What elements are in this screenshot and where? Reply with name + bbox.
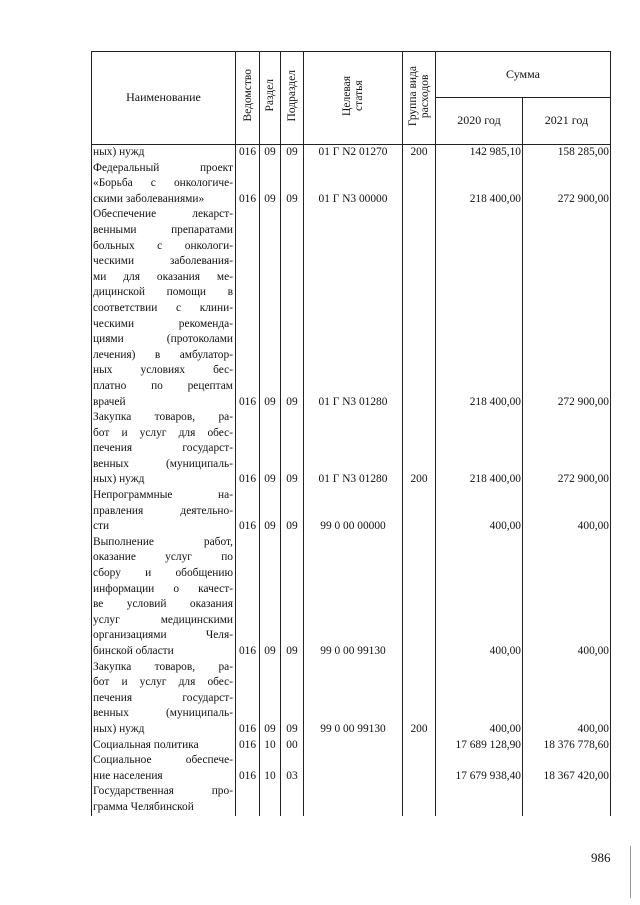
row-vedomstvo: 016 (236, 410, 260, 488)
row-celevaya-statya: 99 0 00 99130 (304, 535, 403, 660)
row-name-line: ных условиях бес- (93, 364, 233, 377)
row-name (92, 738, 236, 754)
row-name (92, 753, 236, 784)
row-name-line: ных) нужд (93, 722, 145, 735)
row-gruppa-vida (403, 753, 436, 784)
row-name-line: печения государст- (93, 442, 233, 455)
row-gruppa-vida: 200 (403, 410, 436, 488)
row-podrazdel: 00 (281, 738, 304, 754)
row-amount-2021: 400,00 (523, 535, 611, 660)
row-podrazdel: 09 (281, 660, 304, 738)
row-razdel: 09 (260, 660, 281, 738)
row-amount-2020: 17 679 938,40 (436, 753, 523, 784)
row-name-line: дицинской помощи в (93, 286, 233, 299)
row-celevaya-statya: 01 Г N3 00000 (304, 161, 403, 208)
row-name-line: лечения) в амбулатор- (93, 348, 233, 361)
header-summa: Сумма (436, 52, 611, 98)
row-amount-2020 (436, 784, 523, 815)
header-vedomstvo: Ведомство (236, 52, 260, 145)
row-amount-2020: 17 689 128,90 (436, 738, 523, 754)
row-vedomstvo: 016 (236, 738, 260, 754)
row-name-line: сти (93, 520, 110, 533)
row-razdel: 09 (260, 488, 281, 535)
row-razdel: 09 (260, 207, 281, 410)
row-celevaya-statya: 01 Г N3 01280 (304, 410, 403, 488)
row-name-line: оказание услуг по (93, 551, 233, 564)
row-name-line: грамма Челябинской (93, 800, 194, 813)
row-gruppa-vida (403, 488, 436, 535)
row-name-line: бинской области (93, 645, 174, 657)
row-podrazdel: 09 (281, 488, 304, 535)
row-name-line: бот и услуг для обес- (93, 676, 233, 689)
header-year-2020: 2020 год (436, 98, 523, 145)
row-amount-2020: 142 985,10 (436, 145, 523, 161)
row-razdel: 10 (260, 738, 281, 754)
row-name-line: ние населения (93, 769, 163, 782)
row-name-line: организациями Челя- (93, 629, 233, 642)
row-amount-2021: 400,00 (523, 488, 611, 535)
table-row (92, 660, 611, 738)
row-gruppa-vida (403, 207, 436, 410)
row-vedomstvo: 016 (236, 753, 260, 784)
row-amount-2020: 218 400,00 (436, 410, 523, 488)
row-gruppa-vida: 200 (403, 145, 436, 161)
row-vedomstvo: 016 (236, 207, 260, 410)
row-name-line: Обеспечение лекарст- (93, 208, 233, 221)
row-amount-2021: 158 285,00 (523, 145, 611, 161)
row-name (92, 784, 236, 815)
row-name-line: правления деятельно- (93, 504, 233, 517)
row-name-line: ве условий оказания (93, 598, 233, 611)
row-gruppa-vida (403, 738, 436, 754)
row-podrazdel (281, 784, 304, 815)
row-celevaya-statya: 01 Г N3 01280 (304, 207, 403, 410)
row-gruppa-vida (403, 784, 436, 815)
row-name-line: бот и услуг для обес- (93, 426, 233, 439)
row-celevaya-statya (304, 738, 403, 754)
row-amount-2021: 272 900,00 (523, 161, 611, 208)
row-name (92, 488, 236, 535)
row-name-line: Социальное обеспече- (93, 754, 233, 767)
row-name (92, 207, 236, 410)
row-gruppa-vida: 200 (403, 660, 436, 738)
page-number: 986 (591, 850, 611, 865)
row-vedomstvo: 016 (236, 161, 260, 208)
row-name-line: венными препаратами (93, 223, 233, 236)
row-name-line: услуг медицинскими (93, 613, 233, 626)
row-razdel: 09 (260, 535, 281, 660)
table-row (92, 488, 611, 535)
row-vedomstvo: 016 (236, 488, 260, 535)
row-amount-2021: 18 367 420,00 (523, 753, 611, 784)
row-name-line: Закупка товаров, ра- (93, 411, 233, 424)
row-celevaya-statya: 99 0 00 00000 (304, 488, 403, 535)
row-vedomstvo: 016 (236, 145, 260, 161)
row-name-line: венных (муниципаль- (93, 707, 233, 720)
row-amount-2020: 218 400,00 (436, 161, 523, 208)
row-celevaya-statya (304, 753, 403, 784)
row-name-line: сбору и обобщению (93, 567, 233, 580)
row-name-line: венных (муниципаль- (93, 457, 233, 470)
row-razdel: 09 (260, 410, 281, 488)
row-celevaya-statya (304, 784, 403, 815)
row-razdel: 09 (260, 145, 281, 161)
row-amount-2020: 400,00 (436, 488, 523, 535)
table-row (92, 784, 611, 815)
row-podrazdel: 03 (281, 753, 304, 784)
row-name-line: циями (протоколами (93, 333, 233, 346)
row-gruppa-vida (403, 535, 436, 660)
row-amount-2020: 218 400,00 (436, 207, 523, 410)
row-name-line: ных) нужд (93, 146, 145, 158)
row-podrazdel: 09 (281, 161, 304, 208)
row-amount-2021 (523, 784, 611, 815)
row-name-line: информации о качест- (93, 582, 233, 595)
table-row (92, 161, 611, 208)
table-row (92, 738, 611, 754)
scan-edge-line (630, 846, 631, 898)
row-celevaya-statya: 99 0 00 99130 (304, 660, 403, 738)
row-name-line: Государственная про- (93, 785, 233, 798)
table-row (92, 207, 611, 410)
row-name-line: скими заболеваниями» (93, 192, 205, 205)
row-name-line: ческими рекоменда- (93, 317, 233, 330)
header-year-2021: 2021 год (523, 98, 611, 145)
row-podrazdel: 09 (281, 535, 304, 660)
row-name (92, 410, 236, 488)
row-amount-2020: 400,00 (436, 535, 523, 660)
row-vedomstvo: 016 (236, 660, 260, 738)
row-vedomstvo: 016 (236, 535, 260, 660)
row-razdel (260, 784, 281, 815)
row-name-line: Выполнение работ, (93, 535, 233, 548)
header-podrazdel: Подраздел (281, 52, 304, 145)
row-name-line: соответствии с клини- (93, 301, 233, 314)
row-name (92, 145, 236, 161)
row-name-line: Закупка товаров, ра- (93, 660, 233, 673)
table-row (92, 145, 611, 161)
row-podrazdel: 09 (281, 145, 304, 161)
row-razdel: 10 (260, 753, 281, 784)
header-gruppa-vida-rashodov: Группа вида расходов (403, 52, 436, 145)
row-name-line: врачей (93, 395, 126, 408)
header-name: Наименование (92, 52, 236, 145)
row-amount-2021: 272 900,00 (523, 207, 611, 410)
row-name-line: «Борьба с онкологиче- (93, 177, 233, 190)
row-name-line: ческими заболевания- (93, 255, 233, 268)
row-amount-2021: 18 376 778,60 (523, 738, 611, 754)
row-name-line: Непрограммные на- (93, 489, 233, 502)
table-body (92, 145, 611, 816)
header-razdel: Раздел (260, 52, 281, 145)
budget-table (91, 51, 611, 816)
row-name-line: Социальная политика (93, 738, 199, 751)
table-row (92, 410, 611, 488)
row-name-line: больных с онкологи- (93, 239, 233, 252)
row-celevaya-statya: 01 Г N2 01270 (304, 145, 403, 161)
row-name-line: ных) нужд (93, 473, 145, 486)
table-row (92, 535, 611, 660)
row-name (92, 660, 236, 738)
row-razdel: 09 (260, 161, 281, 208)
row-name-line: платно по рецептам (93, 379, 233, 392)
table-row (92, 753, 611, 784)
row-vedomstvo (236, 784, 260, 815)
row-amount-2020: 400,00 (436, 660, 523, 738)
row-amount-2021: 400,00 (523, 660, 611, 738)
row-name-line: Федеральный проект (93, 161, 233, 174)
row-podrazdel: 09 (281, 207, 304, 410)
row-name-line: ми для оказания ме- (93, 270, 233, 283)
row-name (92, 535, 236, 660)
header-celevaya-statya: Целевая статья (304, 52, 403, 145)
row-name-line: печения государст- (93, 691, 233, 704)
row-gruppa-vida (403, 161, 436, 208)
row-name (92, 161, 236, 208)
row-amount-2021: 272 900,00 (523, 410, 611, 488)
row-podrazdel: 09 (281, 410, 304, 488)
